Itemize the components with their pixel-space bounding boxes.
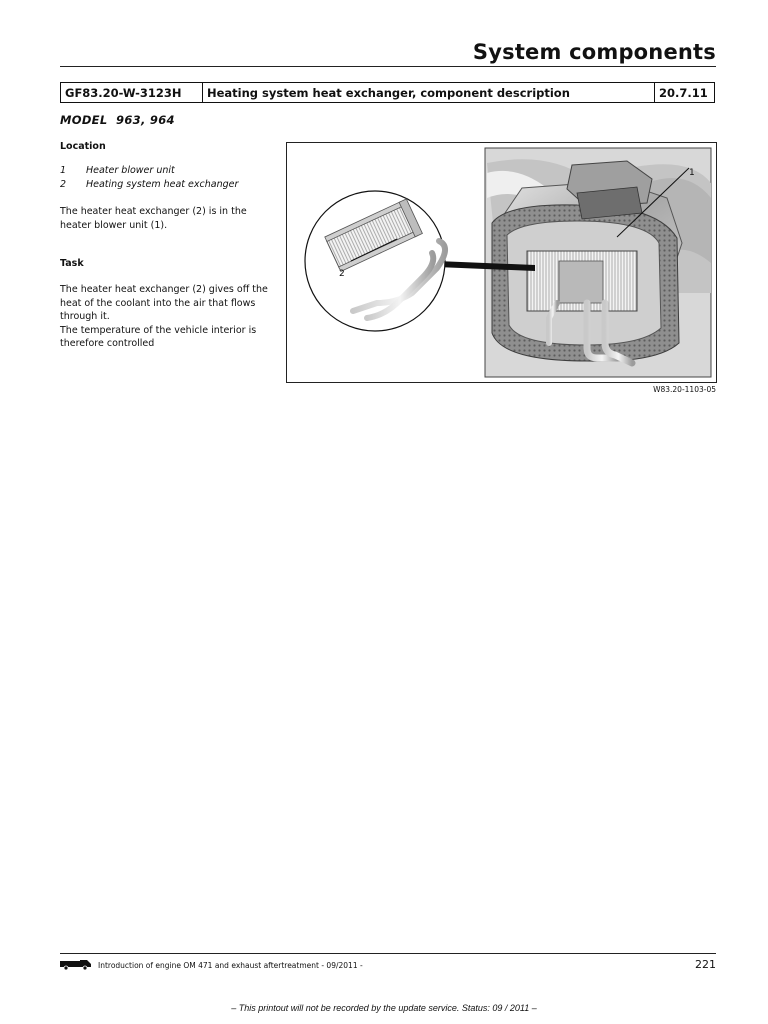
document-date: 20.7.11 (659, 85, 708, 100)
document-code: GF83.20-W-3123H (61, 83, 203, 102)
list-item-label: Heater blower unit (86, 165, 175, 176)
disclaimer: – This printout will not be recorded by the update service. Status: 09 / 2011 – (231, 1003, 537, 1013)
callout-1-label: 1 (689, 168, 695, 178)
list-item-number: 2 (60, 178, 67, 190)
location-description: The heater heat exchanger (2) is in the heater blower unit (1). (60, 206, 247, 231)
heater-illustration (287, 143, 716, 382)
page-number: 221 (695, 958, 716, 971)
list-item (60, 178, 270, 192)
callout-2-label: 2 (339, 269, 345, 279)
location-heading: Location (60, 141, 106, 152)
header-rule (60, 66, 716, 67)
section-title: System components (472, 40, 716, 64)
figure-frame (286, 142, 717, 383)
text-column (60, 141, 270, 351)
task-text-1: The heater heat exchanger (2) gives off the heat of the coolant into the air that flows through it. (60, 284, 268, 322)
list-item-number: 1 (60, 165, 67, 176)
truck-icon (60, 958, 92, 970)
task-heading: Task (60, 258, 84, 269)
list-item (60, 164, 270, 178)
model-line: MODEL 963, 964 (60, 113, 175, 127)
document-title: Heating system heat exchanger, component description (203, 83, 655, 102)
footer-rule (60, 953, 716, 954)
document-header-table (60, 82, 715, 103)
list-item-label: Heating system heat exchanger (86, 178, 239, 190)
task-text-2: The temperature of the vehicle interior is therefore controlled (60, 324, 257, 349)
figure-reference: W83.20-1103-05 (653, 385, 716, 394)
footer-text: Introduction of engine OM 471 and exhaust aftertreatment - 09/2011 - (98, 961, 363, 970)
